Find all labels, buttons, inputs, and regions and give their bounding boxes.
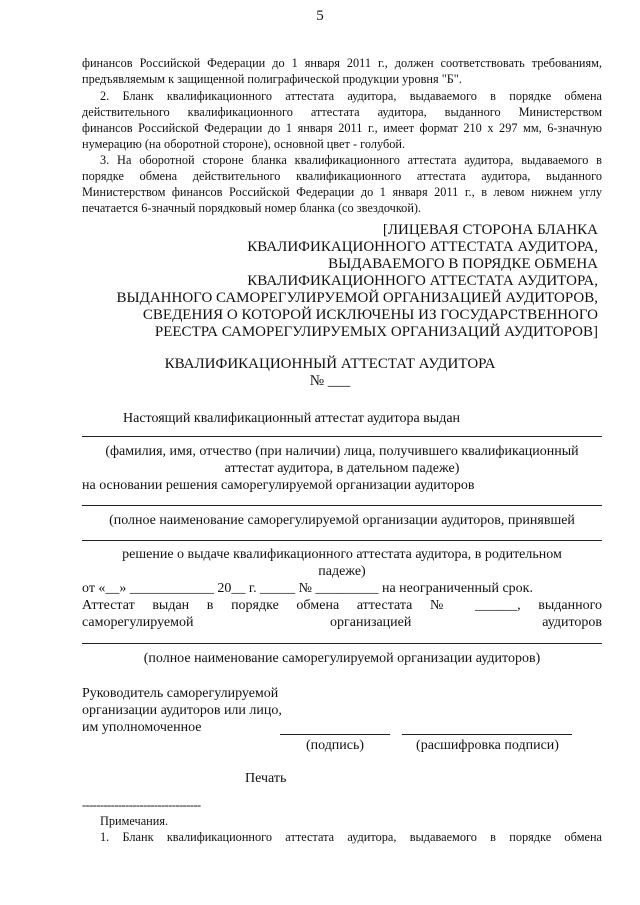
basis-text: на основании решения саморегулируемой организации аудиторов: [82, 478, 475, 493]
exchange-line-1: Аттестат выдан в порядке обмена аттестата № ______, выданного: [82, 598, 602, 613]
item3-line-2: порядке обмена действительного квалификационного аттестата аудитора, выданного: [82, 169, 602, 183]
caption-org-full: (полное наименование саморегулируемой организации аудиторов): [143, 651, 541, 666]
seal-label: Печать: [245, 771, 287, 786]
caption-decode: (расшифровка подписи): [416, 738, 559, 753]
org-name-line: [82, 505, 602, 506]
footnote-line-1: 1. Бланк квалификационного аттестата аудитора, выдаваемого в порядке обмена: [100, 830, 602, 844]
date-number-line: от «__» ____________ 20__ г. _____ № _________ на неограниченный срок.: [82, 581, 533, 596]
signer-line-2: организации аудиторов или лицо,: [82, 703, 282, 718]
caption-org-1: (полное наименование саморегулируемой организации аудиторов, принявшей: [109, 513, 575, 528]
caption-signature: (подпись): [305, 738, 365, 753]
form-title: КВАЛИФИКАЦИОННЫЙ АТТЕСТАТ АУДИТОРА: [164, 356, 496, 372]
exchange-line-2a: саморегулируемой: [82, 615, 194, 630]
item2-line-3: финансов Российской Федерации до 1 января 2011 г., имеет формат 210 x 297 мм, 6-значную: [82, 121, 602, 135]
item3-line-3: Министерством финансов Российской Федерации до 1 января 2011 г., в левом нижнем углу: [82, 185, 602, 199]
heading-line-5: ВЫДАННОГО САМОРЕГУЛИРУЕМОЙ ОРГАНИЗАЦИЕЙ АУДИТОРОВ,: [116, 290, 598, 306]
intro-line-2: предъявляемым к защищенной полиграфической продукции уровня "Б".: [82, 72, 462, 86]
heading-line-2: КВАЛИФИКАЦИОННОГО АТТЕСТАТА АУДИТОРА,: [247, 239, 598, 255]
caption-name-1: (фамилия, имя, отчество (при наличии) лица, получившего квалификационный: [105, 444, 579, 459]
item3-line-1: 3. На оборотной стороне бланка квалификационного аттестата аудитора, выдаваемого в: [100, 153, 602, 167]
page-number: 5: [316, 8, 324, 24]
item2-line-4: нумерацию (на оборотной стороне), основной цвет - голубой.: [82, 137, 406, 151]
signer-line-3: им уполномоченное: [82, 720, 202, 735]
form-number: № ___: [309, 373, 351, 389]
heading-line-7: РЕЕСТРА САМОРЕГУЛИРУЕМЫХ ОРГАНИЗАЦИЙ АУДИТОРОВ]: [154, 324, 598, 340]
item2-line-1: 2. Бланк квалификационного аттестата аудитора, выдаваемого в порядке обмена: [100, 89, 602, 103]
caption-org-3: падеже): [318, 564, 366, 579]
item3-line-4: печатается 6-значный порядковый номер бланка (со звездочкой).: [82, 201, 422, 215]
item2-line-2: действительного квалификационного аттестата аудитора, выданного Министерством: [82, 105, 602, 119]
caption-org-2: решение о выдаче квалификационного аттестата аудитора, в родительном: [122, 547, 562, 562]
exchange-line-2b: организацией: [330, 615, 412, 630]
org-name-line-2: [82, 540, 602, 541]
issued-to-text: Настоящий квалификационный аттестат аудитора выдан: [123, 411, 461, 426]
signer-line-1: Руководитель саморегулируемой: [82, 686, 279, 701]
caption-name-2: аттестат аудитора, в дательном падеже): [224, 461, 460, 476]
recipient-name-line: [82, 436, 602, 437]
footnote-separator: ---------------------------------: [82, 798, 201, 812]
footnote-title: Примечания.: [100, 814, 169, 828]
signature-decode-line: [402, 734, 572, 735]
heading-line-6: СВЕДЕНИЯ О КОТОРОЙ ИСКЛЮЧЕНЫ ИЗ ГОСУДАРСТВЕННОГО: [142, 307, 598, 323]
heading-line-4: КВАЛИФИКАЦИОННОГО АТТЕСТАТА АУДИТОРА,: [247, 273, 598, 289]
heading-line-1: [ЛИЦЕВАЯ СТОРОНА БЛАНКА: [382, 222, 598, 238]
exchange-line-2c: аудиторов: [542, 615, 602, 630]
issuing-org-line: [82, 643, 602, 644]
intro-line-1: финансов Российской Федерации до 1 января 2011 г., должен соответствовать требованиям,: [82, 56, 602, 70]
heading-line-3: ВЫДАВАЕМОГО В ПОРЯДКЕ ОБМЕНА: [328, 256, 598, 272]
signature-line: [280, 734, 390, 735]
